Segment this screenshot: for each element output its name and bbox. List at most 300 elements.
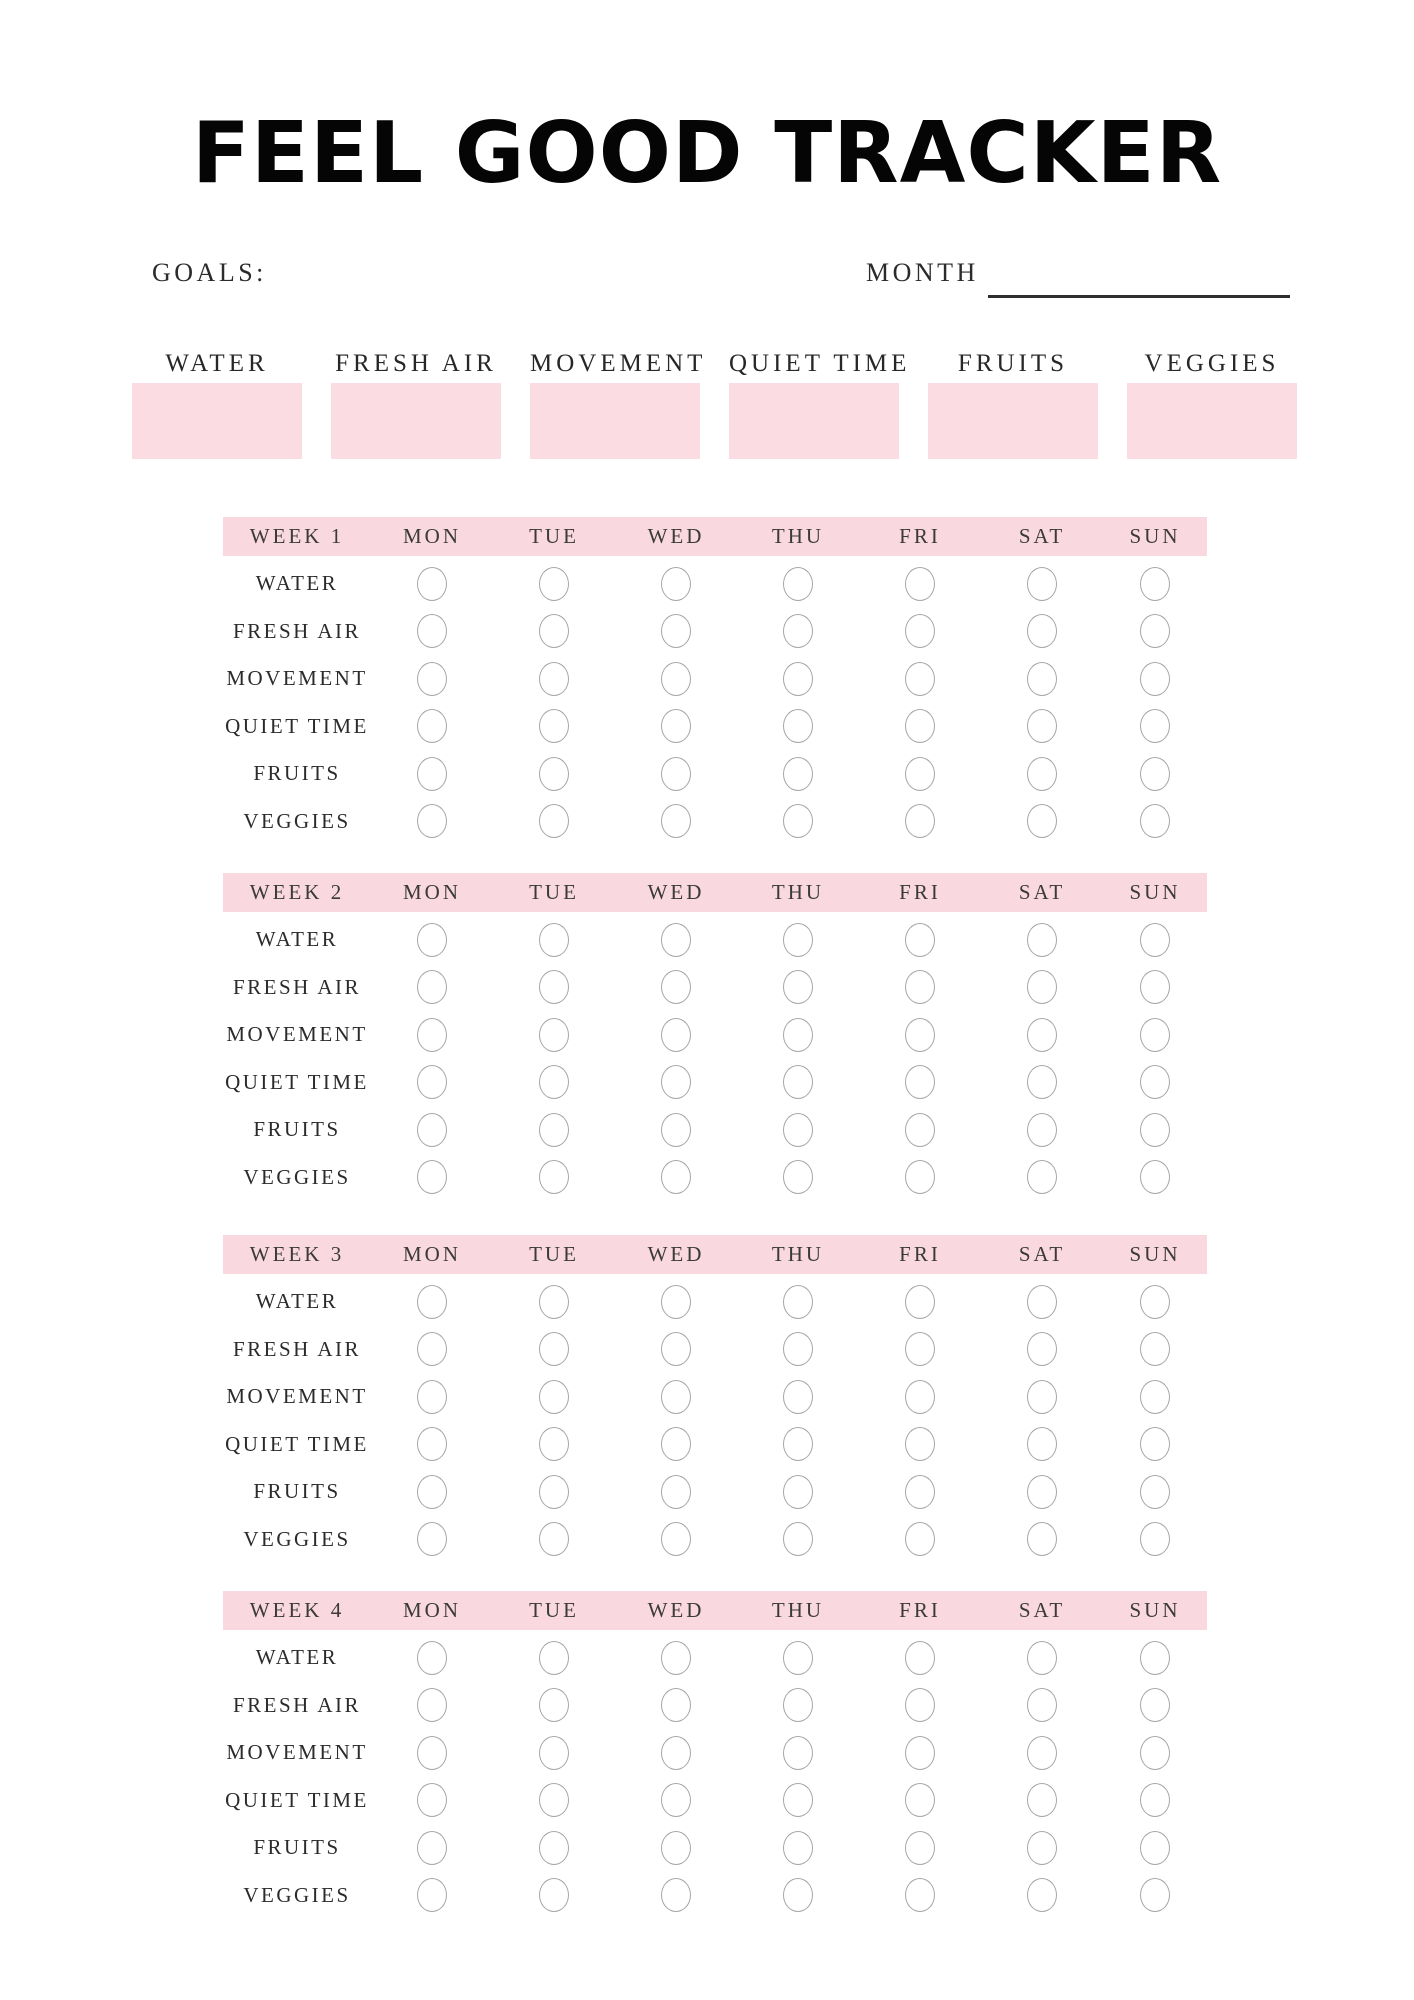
- day-header: TUE: [529, 1598, 579, 1622]
- habit-circle[interactable]: [661, 614, 691, 648]
- habit-row: [223, 1872, 1207, 1920]
- habit-circle[interactable]: [661, 1736, 691, 1770]
- day-cell: [1103, 1065, 1207, 1099]
- day-cell: [737, 567, 859, 601]
- day-header: MON: [402, 1598, 461, 1622]
- day-cell: [859, 1783, 981, 1817]
- habit-circle[interactable]: [661, 662, 691, 696]
- day-cell: [737, 614, 859, 648]
- habit-circle[interactable]: [905, 923, 935, 957]
- day-cell: [615, 1065, 737, 1099]
- goal-box[interactable]: [729, 383, 899, 459]
- day-cell: [981, 567, 1103, 601]
- day-cell: [859, 1831, 981, 1865]
- habit-circle[interactable]: [661, 1332, 691, 1366]
- day-cell: [615, 1831, 737, 1865]
- habit-circle[interactable]: [661, 1427, 691, 1461]
- day-cell: [371, 1878, 493, 1912]
- day-cell: [371, 1475, 493, 1509]
- habit-circle[interactable]: [1140, 1113, 1170, 1147]
- habit-circle[interactable]: [1027, 1736, 1057, 1770]
- day-cell: [615, 970, 737, 1004]
- habit-circle[interactable]: [1027, 1641, 1057, 1675]
- habit-circle[interactable]: [783, 1285, 813, 1319]
- week-label: WEEK 2: [249, 880, 345, 904]
- day-cell: [737, 1641, 859, 1675]
- habit-circle[interactable]: [661, 804, 691, 838]
- habit-circle[interactable]: [417, 1783, 447, 1817]
- habit-circle[interactable]: [539, 1831, 569, 1865]
- day-cell: [493, 662, 615, 696]
- day-cell: [737, 804, 859, 838]
- habit-circle[interactable]: [417, 614, 447, 648]
- habit-circle[interactable]: [783, 614, 813, 648]
- day-header: TUE: [529, 1242, 579, 1266]
- day-cell: [493, 1475, 615, 1509]
- habit-circle[interactable]: [783, 1831, 813, 1865]
- habit-circle[interactable]: [905, 1427, 935, 1461]
- habit-circle[interactable]: [905, 709, 935, 743]
- habit-circle[interactable]: [661, 1160, 691, 1194]
- day-header: SAT: [1018, 880, 1066, 904]
- habit-row: [223, 1278, 1207, 1326]
- day-cell: [1103, 1831, 1207, 1865]
- habit-circle[interactable]: [417, 567, 447, 601]
- habit-circle[interactable]: [1140, 1688, 1170, 1722]
- day-cell: [859, 1878, 981, 1912]
- day-cell: [737, 1332, 859, 1366]
- day-header: SUN: [1129, 524, 1181, 548]
- habit-circle[interactable]: [539, 1380, 569, 1414]
- habit-circle[interactable]: [905, 1160, 935, 1194]
- day-cell: [371, 1641, 493, 1675]
- habit-circle[interactable]: [661, 1831, 691, 1865]
- habit-circle[interactable]: [1027, 1688, 1057, 1722]
- habit-circle[interactable]: [783, 1736, 813, 1770]
- habit-circle[interactable]: [661, 1783, 691, 1817]
- habit-circle[interactable]: [905, 1688, 935, 1722]
- habit-circle[interactable]: [905, 970, 935, 1004]
- habit-circle[interactable]: [417, 709, 447, 743]
- habit-circle[interactable]: [539, 709, 569, 743]
- habit-circle[interactable]: [905, 567, 935, 601]
- habit-label: FRUITS: [253, 1479, 341, 1504]
- habit-circle[interactable]: [905, 1380, 935, 1414]
- habit-circle[interactable]: [905, 1736, 935, 1770]
- habit-circle[interactable]: [539, 1285, 569, 1319]
- goal-box[interactable]: [132, 383, 302, 459]
- day-cell: [981, 1831, 1103, 1865]
- habit-circle[interactable]: [539, 1113, 569, 1147]
- habit-circle[interactable]: [783, 1878, 813, 1912]
- habit-circle[interactable]: [417, 1688, 447, 1722]
- habit-circle[interactable]: [417, 662, 447, 696]
- habit-circle[interactable]: [783, 1018, 813, 1052]
- habit-circle[interactable]: [539, 567, 569, 601]
- habit-circle[interactable]: [661, 923, 691, 957]
- habit-circle[interactable]: [661, 1688, 691, 1722]
- habit-label: MOVEMENT: [226, 666, 368, 691]
- habit-row: [223, 608, 1207, 656]
- day-cell: [859, 1018, 981, 1052]
- habit-circle[interactable]: [1140, 1783, 1170, 1817]
- habit-label: MOVEMENT: [226, 1022, 368, 1047]
- habit-circle[interactable]: [1027, 804, 1057, 838]
- day-header: SAT: [1018, 524, 1066, 548]
- habit-circle[interactable]: [1027, 1475, 1057, 1509]
- habit-circle[interactable]: [1140, 804, 1170, 838]
- habit-circle[interactable]: [539, 1018, 569, 1052]
- habit-circle[interactable]: [417, 1380, 447, 1414]
- habit-row: [223, 1777, 1207, 1825]
- habit-circle[interactable]: [1140, 1285, 1170, 1319]
- habit-circle[interactable]: [783, 1380, 813, 1414]
- day-cell: [1103, 1427, 1207, 1461]
- habit-circle[interactable]: [417, 1878, 447, 1912]
- habit-circle[interactable]: [905, 1475, 935, 1509]
- day-cell: [1103, 1783, 1207, 1817]
- habit-circle[interactable]: [417, 923, 447, 957]
- day-cell: [859, 1427, 981, 1461]
- habit-circle[interactable]: [1140, 1736, 1170, 1770]
- habit-circle[interactable]: [1140, 1522, 1170, 1556]
- habit-circle[interactable]: [905, 804, 935, 838]
- habit-circle[interactable]: [417, 804, 447, 838]
- habit-circle[interactable]: [905, 1783, 935, 1817]
- day-cell: [981, 804, 1103, 838]
- habit-circle[interactable]: [1027, 757, 1057, 791]
- habit-circle[interactable]: [661, 567, 691, 601]
- week-header-row: [223, 873, 1207, 912]
- habit-circle[interactable]: [783, 1783, 813, 1817]
- day-header: SAT: [1018, 1598, 1066, 1622]
- habit-circle[interactable]: [661, 1018, 691, 1052]
- habit-circle[interactable]: [1027, 923, 1057, 957]
- habit-row: [223, 1516, 1207, 1564]
- day-cell: [737, 1831, 859, 1865]
- habit-circle[interactable]: [661, 1065, 691, 1099]
- day-cell: [493, 1113, 615, 1147]
- day-cell: [493, 1783, 615, 1817]
- habit-circle[interactable]: [539, 923, 569, 957]
- habit-circle[interactable]: [783, 1522, 813, 1556]
- day-cell: [615, 1113, 737, 1147]
- habit-label: FRUITS: [253, 1835, 341, 1860]
- habit-circle[interactable]: [1140, 1878, 1170, 1912]
- day-header: WED: [647, 1242, 705, 1266]
- day-header: WED: [647, 880, 705, 904]
- day-cell: [493, 1018, 615, 1052]
- category-label: MOVEMENT: [530, 350, 707, 377]
- day-cell: [615, 1522, 737, 1556]
- habit-label: VEGGIES: [243, 1882, 351, 1907]
- day-cell: [493, 1688, 615, 1722]
- day-cell: [1103, 1522, 1207, 1556]
- habit-row: [223, 1011, 1207, 1059]
- week-table: [223, 517, 1207, 845]
- habit-circle[interactable]: [417, 1427, 447, 1461]
- day-cell: [371, 923, 493, 957]
- goal-box[interactable]: [530, 383, 700, 459]
- day-cell: [493, 1522, 615, 1556]
- habit-circle[interactable]: [539, 1160, 569, 1194]
- day-cell: [615, 1736, 737, 1770]
- habit-circle[interactable]: [1027, 1332, 1057, 1366]
- day-cell: [981, 1475, 1103, 1509]
- habit-circle[interactable]: [539, 1736, 569, 1770]
- habit-circle[interactable]: [1027, 1427, 1057, 1461]
- day-cell: [981, 1332, 1103, 1366]
- day-cell: [1103, 1380, 1207, 1414]
- habit-circle[interactable]: [661, 1522, 691, 1556]
- habit-circle[interactable]: [1027, 970, 1057, 1004]
- habit-circle[interactable]: [1027, 1065, 1057, 1099]
- habit-circle[interactable]: [783, 567, 813, 601]
- habit-circle[interactable]: [1140, 1380, 1170, 1414]
- day-cell: [493, 923, 615, 957]
- habit-circle[interactable]: [539, 757, 569, 791]
- habit-circle[interactable]: [417, 1475, 447, 1509]
- week-table: [223, 1235, 1207, 1563]
- day-cell: [1103, 1736, 1207, 1770]
- day-header: FRI: [899, 880, 941, 904]
- category-label: VEGGIES: [1144, 350, 1280, 377]
- habit-circle[interactable]: [539, 1522, 569, 1556]
- habit-row: [223, 703, 1207, 751]
- day-header: WED: [647, 1598, 705, 1622]
- habit-circle[interactable]: [417, 1736, 447, 1770]
- habit-circle[interactable]: [661, 1641, 691, 1675]
- habit-circle[interactable]: [539, 1688, 569, 1722]
- habit-circle[interactable]: [1027, 567, 1057, 601]
- goal-box[interactable]: [331, 383, 501, 459]
- habit-circle[interactable]: [783, 1475, 813, 1509]
- day-cell: [493, 804, 615, 838]
- habit-circle[interactable]: [1140, 1475, 1170, 1509]
- habit-circle[interactable]: [1140, 970, 1170, 1004]
- day-cell: [493, 1332, 615, 1366]
- day-cell: [737, 1475, 859, 1509]
- day-header: FRI: [899, 1598, 941, 1622]
- habit-circle[interactable]: [783, 1427, 813, 1461]
- day-cell: [1103, 662, 1207, 696]
- habit-circle[interactable]: [1140, 1427, 1170, 1461]
- goal-box[interactable]: [1127, 383, 1297, 459]
- habit-circle[interactable]: [539, 1332, 569, 1366]
- week-table: [223, 873, 1207, 1201]
- day-cell: [981, 1878, 1103, 1912]
- week-table: [223, 1591, 1207, 1919]
- day-cell: [1103, 1332, 1207, 1366]
- habit-circle[interactable]: [417, 1641, 447, 1675]
- category-label: FRESH AIR: [335, 350, 497, 377]
- habit-circle[interactable]: [1027, 1285, 1057, 1319]
- habit-circle[interactable]: [417, 1831, 447, 1865]
- habit-circle[interactable]: [905, 662, 935, 696]
- habit-circle[interactable]: [661, 1878, 691, 1912]
- habit-circle[interactable]: [1027, 1113, 1057, 1147]
- habit-circle[interactable]: [417, 1332, 447, 1366]
- habit-circle[interactable]: [539, 614, 569, 648]
- month-input-line[interactable]: [988, 268, 1290, 298]
- habit-circle[interactable]: [661, 757, 691, 791]
- week-label: WEEK 4: [249, 1598, 345, 1622]
- day-cell: [859, 1522, 981, 1556]
- day-cell: [371, 614, 493, 648]
- habit-circle[interactable]: [905, 1831, 935, 1865]
- habit-circle[interactable]: [1140, 1160, 1170, 1194]
- day-cell: [493, 1641, 615, 1675]
- habit-circle[interactable]: [539, 1475, 569, 1509]
- habit-circle[interactable]: [539, 1783, 569, 1817]
- habit-circle[interactable]: [539, 970, 569, 1004]
- habit-circle[interactable]: [905, 1113, 935, 1147]
- habit-row: [223, 1326, 1207, 1374]
- habit-circle[interactable]: [661, 1380, 691, 1414]
- habit-circle[interactable]: [1140, 662, 1170, 696]
- day-cell: [859, 1641, 981, 1675]
- habit-circle[interactable]: [417, 1113, 447, 1147]
- habit-circle[interactable]: [1140, 923, 1170, 957]
- day-cell: [1103, 567, 1207, 601]
- habit-circle[interactable]: [783, 923, 813, 957]
- day-cell: [981, 662, 1103, 696]
- habit-circle[interactable]: [1140, 1332, 1170, 1366]
- habit-circle[interactable]: [661, 1475, 691, 1509]
- day-cell: [981, 1783, 1103, 1817]
- day-header: TUE: [529, 880, 579, 904]
- habit-circle[interactable]: [783, 662, 813, 696]
- habit-circle[interactable]: [1140, 1831, 1170, 1865]
- day-cell: [493, 757, 615, 791]
- day-cell: [615, 1878, 737, 1912]
- habit-circle[interactable]: [905, 1641, 935, 1675]
- habit-circle[interactable]: [783, 1113, 813, 1147]
- habit-circle[interactable]: [539, 1065, 569, 1099]
- habit-circle[interactable]: [539, 804, 569, 838]
- day-cell: [493, 614, 615, 648]
- day-header: THU: [771, 524, 825, 548]
- habit-row: [223, 1824, 1207, 1872]
- day-header: FRI: [899, 1242, 941, 1266]
- day-cell: [371, 757, 493, 791]
- habit-circle[interactable]: [905, 1522, 935, 1556]
- day-cell: [371, 970, 493, 1004]
- habit-circle[interactable]: [905, 614, 935, 648]
- habit-circle[interactable]: [1140, 1018, 1170, 1052]
- habit-circle[interactable]: [1027, 1783, 1057, 1817]
- habit-circle[interactable]: [1027, 1831, 1057, 1865]
- day-cell: [493, 1736, 615, 1770]
- day-cell: [1103, 757, 1207, 791]
- habit-circle[interactable]: [417, 1285, 447, 1319]
- day-cell: [1103, 1018, 1207, 1052]
- habit-circle[interactable]: [1027, 614, 1057, 648]
- habit-circle[interactable]: [539, 1878, 569, 1912]
- day-cell: [981, 757, 1103, 791]
- habit-circle[interactable]: [417, 757, 447, 791]
- habit-circle[interactable]: [417, 1522, 447, 1556]
- habit-circle[interactable]: [661, 970, 691, 1004]
- day-cell: [859, 1113, 981, 1147]
- habit-label: FRESH AIR: [232, 618, 362, 643]
- page-title: FEEL GOOD TRACKER: [191, 104, 1223, 203]
- day-cell: [371, 662, 493, 696]
- habit-label: FRUITS: [253, 1117, 341, 1142]
- habit-circle[interactable]: [1027, 709, 1057, 743]
- habit-circle[interactable]: [1027, 662, 1057, 696]
- habit-circle[interactable]: [417, 1065, 447, 1099]
- day-cell: [859, 1380, 981, 1414]
- habit-circle[interactable]: [783, 709, 813, 743]
- habit-circle[interactable]: [783, 757, 813, 791]
- day-cell: [371, 1736, 493, 1770]
- day-cell: [981, 1688, 1103, 1722]
- habit-circle[interactable]: [905, 1332, 935, 1366]
- habit-circle[interactable]: [539, 662, 569, 696]
- day-cell: [615, 662, 737, 696]
- day-cell: [981, 970, 1103, 1004]
- habit-circle[interactable]: [1140, 567, 1170, 601]
- habit-circle[interactable]: [1140, 1065, 1170, 1099]
- habit-circle[interactable]: [783, 804, 813, 838]
- habit-circle[interactable]: [783, 1641, 813, 1675]
- habit-circle[interactable]: [661, 1113, 691, 1147]
- habit-circle[interactable]: [1140, 614, 1170, 648]
- week-header-row: [223, 517, 1207, 556]
- day-cell: [615, 567, 737, 601]
- habit-circle[interactable]: [1027, 1160, 1057, 1194]
- day-cell: [737, 662, 859, 696]
- habit-circle[interactable]: [783, 1332, 813, 1366]
- habit-circle[interactable]: [783, 1160, 813, 1194]
- habit-circle[interactable]: [1140, 1641, 1170, 1675]
- habit-row: [223, 560, 1207, 608]
- habit-circle[interactable]: [1140, 709, 1170, 743]
- habit-circle[interactable]: [783, 1065, 813, 1099]
- habit-circle[interactable]: [905, 1065, 935, 1099]
- day-cell: [859, 1475, 981, 1509]
- habit-circle[interactable]: [417, 1160, 447, 1194]
- habit-circle[interactable]: [783, 1688, 813, 1722]
- habit-circle[interactable]: [905, 1018, 935, 1052]
- habit-circle[interactable]: [417, 970, 447, 1004]
- goal-box[interactable]: [928, 383, 1098, 459]
- habit-circle[interactable]: [1027, 1878, 1057, 1912]
- habit-circle[interactable]: [539, 1641, 569, 1675]
- habit-circle[interactable]: [1140, 757, 1170, 791]
- day-cell: [981, 923, 1103, 957]
- habit-circle[interactable]: [1027, 1522, 1057, 1556]
- day-cell: [615, 757, 737, 791]
- habit-circle[interactable]: [539, 1427, 569, 1461]
- habit-label: WATER: [255, 571, 339, 596]
- day-cell: [371, 1113, 493, 1147]
- habit-circle[interactable]: [417, 1018, 447, 1052]
- habit-circle[interactable]: [661, 1285, 691, 1319]
- habit-circle[interactable]: [905, 1285, 935, 1319]
- habit-circle[interactable]: [1027, 1380, 1057, 1414]
- day-header: TUE: [529, 524, 579, 548]
- category-label: QUIET TIME: [729, 350, 911, 377]
- day-cell: [737, 1688, 859, 1722]
- habit-circle[interactable]: [661, 709, 691, 743]
- habit-circle[interactable]: [1027, 1018, 1057, 1052]
- habit-label: MOVEMENT: [226, 1384, 368, 1409]
- habit-circle[interactable]: [905, 1878, 935, 1912]
- habit-circle[interactable]: [783, 970, 813, 1004]
- habit-circle[interactable]: [905, 757, 935, 791]
